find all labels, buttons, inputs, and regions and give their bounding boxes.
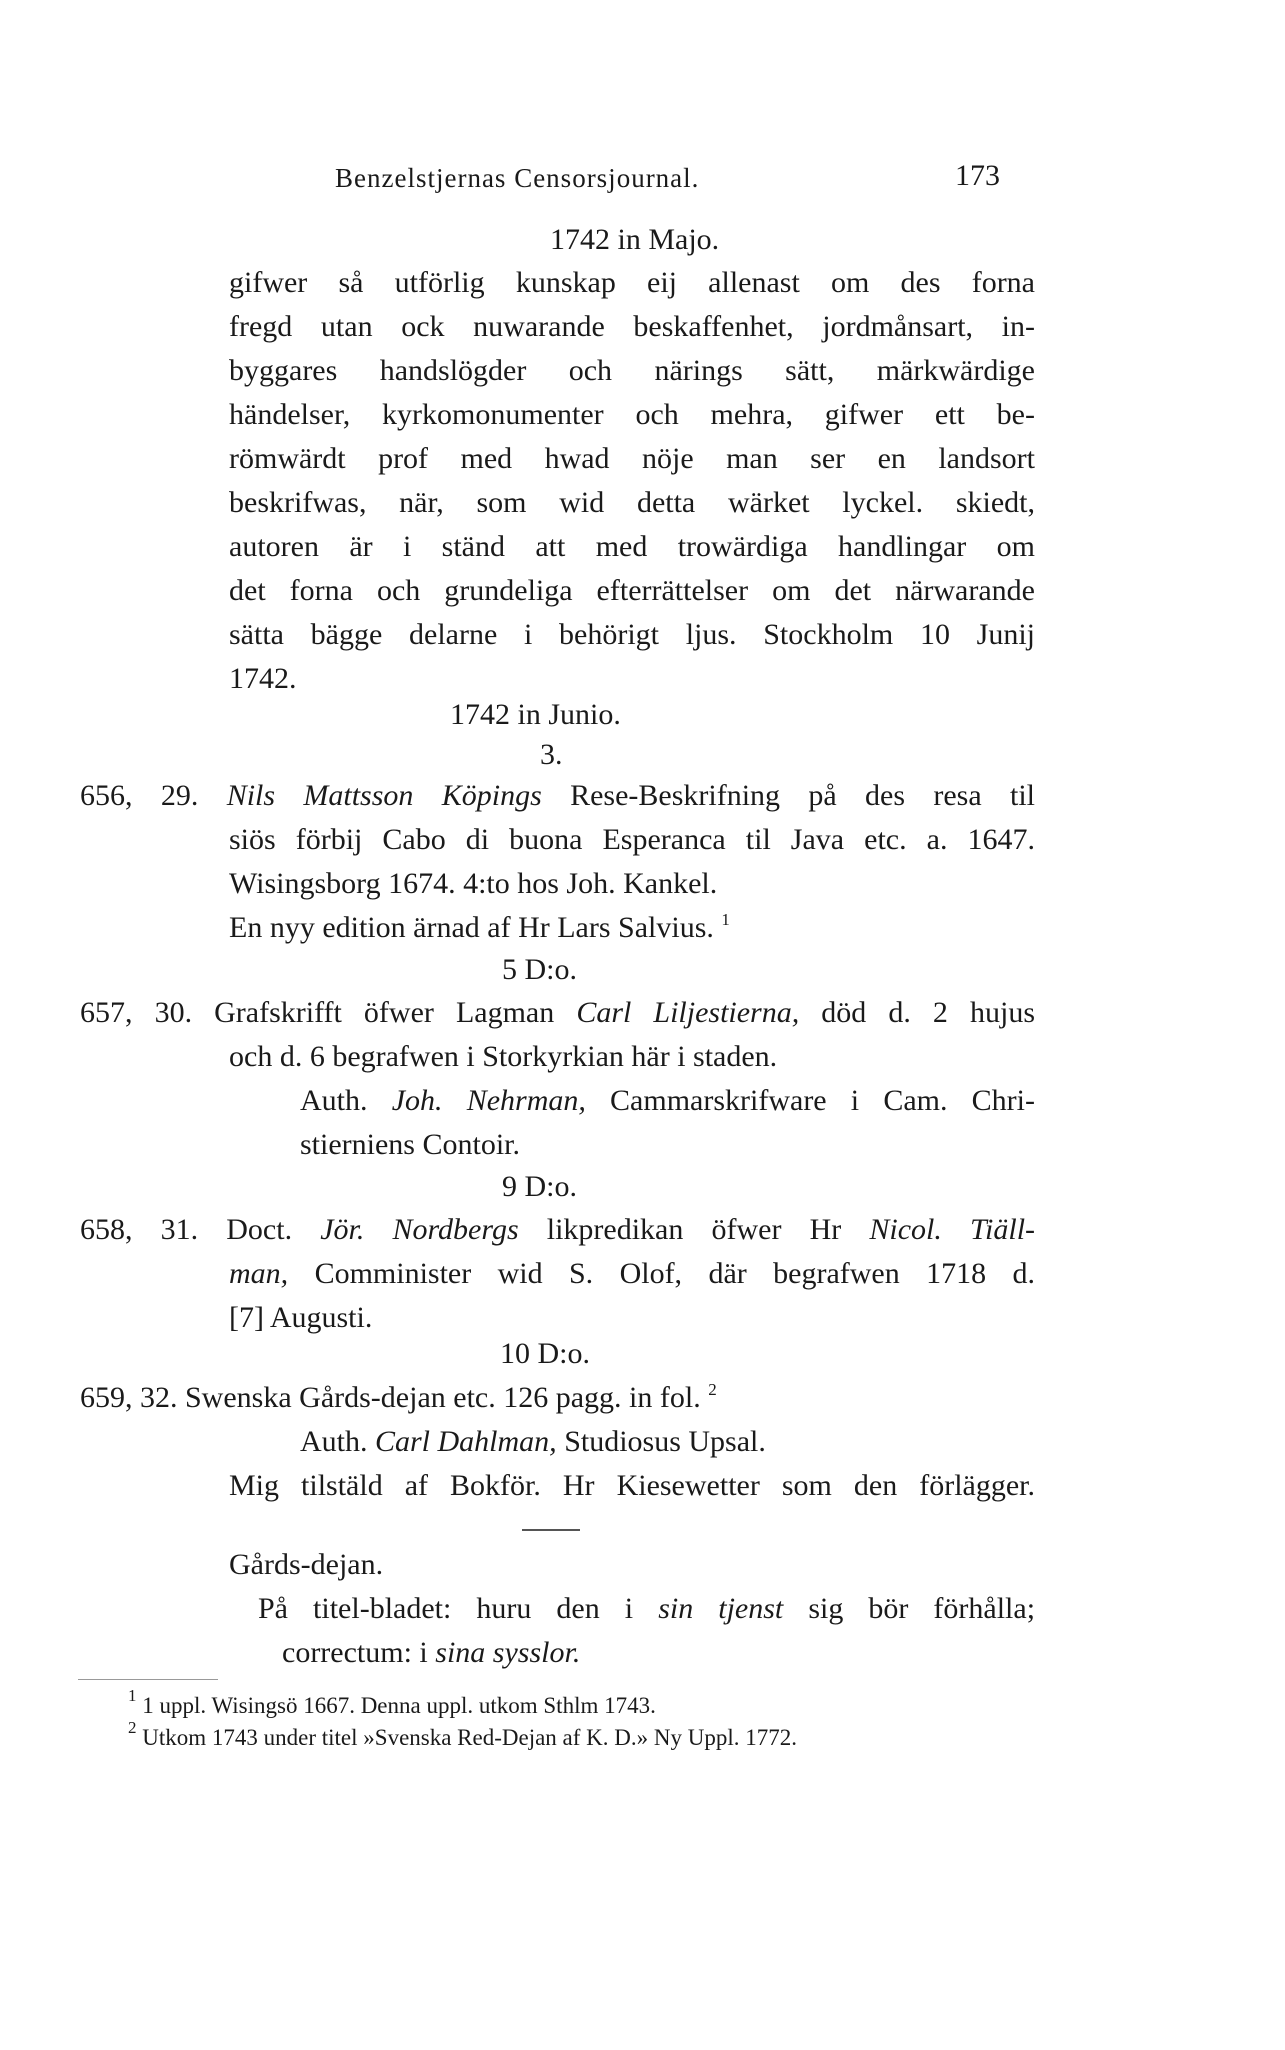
text-line: En nyy edition ärnad af Hr Lars Salvius. $^1$ [229,910,730,944]
text-line: correctum: i sina sysslor. [282,1636,581,1669]
text-line: römwärdt prof med hwad nöje man ser en landsort [229,442,1035,475]
footnote-mark: 2 [708,1380,717,1399]
footnote-mark: 1 [128,1686,137,1705]
section-divider [522,1529,580,1531]
person-name: Carl Liljestierna, [576,996,800,1029]
text-line: det forna och grundeliga efterrättelser om det närwarande [229,574,1035,607]
day-marker: 10 D:o. [500,1337,590,1370]
page-number: 173 [955,159,1000,192]
day-marker: 3. [540,738,563,771]
text-line: [7] Augusti. [229,1301,373,1334]
footnote: $^2$ Utkom 1743 under titel »Svenska Red-Dejan af K. D.» Ny Uppl. 1772. [128,1718,798,1750]
day-marker: 5 D:o. [502,953,577,986]
text-line: På titel-bladet: huru den i sin tjenst sig bör förhålla; [258,1592,1036,1625]
author-name: Jör. Nordbergs [320,1213,519,1246]
entry-658-line1: 658, 31. Doct. Jör. Nordbergs likpredikan öfwer Hr Nicol. Tiäll- [80,1213,1036,1246]
day-marker: 9 D:o. [502,1170,577,1203]
text-line: händelser, kyrkomonumenter och mehra, gifwer ett be- [229,398,1035,431]
entry-number: 656, 29. [80,779,199,812]
entry-656-line1: 656, 29. Nils Mattsson Köpings Rese-Beskrifning på des resa til [80,779,1036,812]
entry-date: 1742 in Junio. [450,698,621,731]
entry-number: 659, 32. [80,1381,178,1414]
section-heading: Gårds-dejan. [229,1548,384,1581]
text-line: beskrifwas, när, som wid detta wärket lyckel. skiedt, [229,486,1035,519]
author-name: Carl Dahlman, [375,1425,557,1458]
text-line: gifwer så utförlig kunskap eij allenast om des forna [229,266,1035,299]
text-line: 1742. [229,662,297,695]
text-line: stierniens Contoir. [300,1128,520,1161]
text-line: man, Comminister wid S. Olof, där begrafwen 1718 d. [229,1257,1035,1290]
text-line: Wisingsborg 1674. 4:to hos Joh. Kankel. [229,867,718,900]
running-title: Benzelstjernas Censorsjournal. [335,163,700,193]
text-line: Mig tilstäld af Bokför. Hr Kiesewetter som den förlägger. [229,1469,1035,1502]
author-name: Joh. Nehrman, [391,1084,586,1117]
entry-date: 1742 in Majo. [550,223,720,256]
text-line: sätta bägge delarne i behörigt ljus. Stockholm 10 Junij [229,618,1035,651]
footnote-mark: 1 [721,910,730,929]
entry-number: 658, 31. [80,1213,199,1246]
text-line: fregd utan ock nuwarande beskaffenhet, jordmånsart, in- [229,310,1035,343]
entry-659-line1: 659, 32. Swenska Gårds-dejan etc. 126 pagg. in fol. $^2$ [80,1380,717,1414]
text-line: siös förbij Cabo di buona Esperanca til Java etc. a. 1647. [229,823,1035,856]
text-line: byggares handslögder och närings sätt, märkwärdige [229,354,1035,387]
footnote-mark: 2 [128,1718,137,1737]
text-line: autoren är i ständ att med trowärdiga handlingar om [229,530,1035,563]
author-line: Auth. Joh. Nehrman, Cammarskrifware i Cam. Chri- [300,1084,1035,1117]
text-line: och d. 6 begrafwen i Storkyrkian här i staden. [229,1040,778,1073]
author-name: Nils Mattsson Köpings [226,779,542,812]
entry-number: 657, 30. [80,996,193,1029]
author-line: Auth. Carl Dahlman, Studiosus Upsal. [300,1425,766,1458]
footnote: $^1$ 1 uppl. Wisingsö 1667. Denna uppl. utkom Sthlm 1743. [128,1686,656,1718]
entry-657-line1: 657, 30. Grafskrifft öfwer Lagman Carl Liljestierna, död d. 2 hujus [80,996,1035,1029]
person-name: Nicol. Tiäll- [869,1213,1036,1246]
footnote-rule [78,1679,218,1680]
